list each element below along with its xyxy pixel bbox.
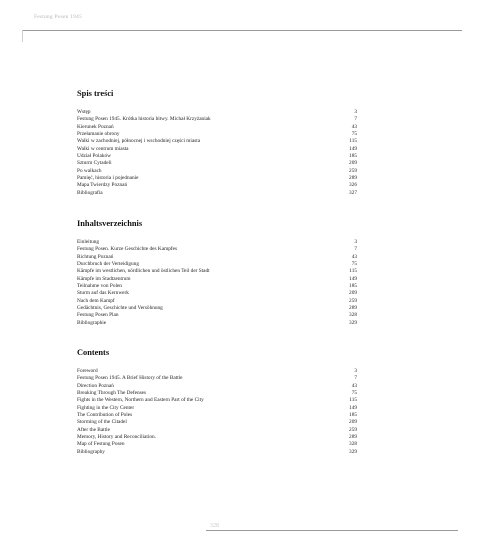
toc-entry <box>77 239 357 246</box>
toc-entry-page: 3 <box>354 368 357 374</box>
toc-entry <box>77 312 357 319</box>
toc-entry <box>77 290 357 297</box>
toc-entry-page: 43 <box>351 123 357 130</box>
toc-entry-page: 7 <box>354 375 357 382</box>
toc-entry <box>77 276 357 283</box>
toc-list <box>77 368 357 456</box>
toc-entry <box>77 268 357 275</box>
toc-entry-page: 289 <box>349 434 357 441</box>
toc-section-german <box>77 219 357 327</box>
toc-entry-page: 149 <box>349 275 357 282</box>
toc-entry <box>77 153 357 160</box>
toc-entry-title: Festung Posen 1945. A Brief History of the Battle <box>77 375 183 382</box>
toc-entry-title: Wstęp <box>77 109 91 115</box>
toc-entry <box>77 146 357 153</box>
toc-entry-title: Storming of the Citadel <box>77 419 127 426</box>
toc-entry-page: 75 <box>351 390 357 397</box>
toc-entry-title: Szturm Cytadeli <box>77 160 112 167</box>
toc-entry <box>77 405 357 412</box>
toc-entry-title: Direction Poznań <box>77 382 114 389</box>
toc-entry <box>77 254 357 261</box>
toc-entry <box>77 190 357 197</box>
toc-entry <box>77 412 357 419</box>
toc-entry-title: After the Battle <box>77 426 110 433</box>
toc-entry-page: 326 <box>349 182 357 189</box>
toc-entry-title: Festung Posen 1945. Krótka historia bitwy. Michał Krzyżaniak <box>77 116 211 123</box>
toc-entry-title: Festung Posen. Kurze Geschichte des Kampfes <box>77 246 178 253</box>
toc-entry <box>77 383 357 390</box>
toc-entry <box>77 168 357 175</box>
toc-entry <box>77 261 357 268</box>
toc-entry-page: 328 <box>349 441 357 448</box>
toc-entry <box>77 175 357 182</box>
toc-entry <box>77 182 357 189</box>
toc-entry <box>77 449 357 456</box>
toc-entry-page: 7 <box>354 246 357 253</box>
toc-entry-title: Fighting in the City Center <box>77 404 135 411</box>
toc-entry-page: 115 <box>349 268 357 275</box>
toc-entry <box>77 305 357 312</box>
toc-entry-title: Festung Posen Plan <box>77 312 119 319</box>
toc-entry-page: 185 <box>349 283 357 290</box>
left-margin-rule <box>22 30 23 42</box>
toc-entry <box>77 441 357 448</box>
toc-entry-title: Breaking Through The Defenses <box>77 390 147 397</box>
toc-entry-title: Walki w zachodniej, północnej i wschodniej części miasta <box>77 138 201 145</box>
toc-entry-title: Udział Polaków <box>77 153 111 160</box>
toc-entry-page: 115 <box>349 138 357 145</box>
toc-entry-title: Pamięć, historia i pojednanie <box>77 175 139 182</box>
toc-entry-title: Kämpfe im Stadtzentrum <box>77 275 131 282</box>
toc-entry <box>77 397 357 404</box>
toc-entry-title: Bibliography <box>77 448 105 455</box>
toc-entry <box>77 131 357 138</box>
toc-entry-title: Durchbruch der Verteidigung <box>77 261 139 268</box>
toc-entry-page: 75 <box>351 131 357 138</box>
toc-entry-title: The Contribution of Poles <box>77 412 133 419</box>
toc-entry <box>77 320 357 327</box>
toc-entry-title: Gedächtnis, Geschichte und Versöhnung <box>77 305 163 312</box>
toc-entry-title: Bibliographie <box>77 319 107 326</box>
toc-entry-title: Po walkach <box>77 167 102 174</box>
section-title: Inhaltsverzeichnis <box>77 219 143 228</box>
toc-entry-page: 185 <box>349 412 357 419</box>
toc-entry <box>77 138 357 145</box>
toc-entry-page: 43 <box>351 382 357 389</box>
toc-entry <box>77 390 357 397</box>
toc-entry <box>77 427 357 434</box>
toc-entry-title: Bibliografia <box>77 189 103 196</box>
toc-entry-title: Einleitung <box>77 239 100 245</box>
toc-entry-page: 43 <box>351 253 357 260</box>
toc-entry <box>77 124 357 131</box>
toc-entry-page: 259 <box>349 167 357 174</box>
toc-section-english <box>77 348 357 456</box>
toc-entry-page: 149 <box>349 404 357 411</box>
toc-list <box>77 239 357 327</box>
toc-entry-page: 329 <box>349 319 357 326</box>
toc-entry-page: 185 <box>349 153 357 160</box>
toc-entry-page: 327 <box>349 189 357 196</box>
toc-entry <box>77 434 357 441</box>
toc-entry-page: 259 <box>349 297 357 304</box>
toc-entry-title: Teilnahme von Polen <box>77 283 122 290</box>
toc-entry-page: 75 <box>351 261 357 268</box>
toc-entry-page: 209 <box>349 419 357 426</box>
toc-entry-page: 7 <box>354 116 357 123</box>
toc-entry-title: Kierunek Poznań <box>77 123 114 130</box>
toc-entry-title: Przełamanie obrony <box>77 131 120 138</box>
toc-entry-title: Nach dem Kampf <box>77 297 115 304</box>
toc-section-polish <box>77 89 357 197</box>
toc-entry-title: Foreword <box>77 368 98 374</box>
toc-entry-title: Sturm auf das Kernwerk <box>77 290 129 297</box>
running-header: Festung Posen 1945 <box>34 14 82 20</box>
toc-entry <box>77 283 357 290</box>
toc-entry-page: 289 <box>349 305 357 312</box>
toc-entry-page: 115 <box>349 397 357 404</box>
toc-entry-title: Memory, History and Reconciliation. <box>77 434 156 441</box>
footer-rule <box>206 530 458 531</box>
toc-entry <box>77 298 357 305</box>
toc-entry <box>77 246 357 253</box>
toc-entry-page: 3 <box>354 109 357 115</box>
toc-entry-title: Map of Festung Posen <box>77 441 125 448</box>
toc-entry-page: 3 <box>354 239 357 245</box>
toc-entry-page: 209 <box>349 160 357 167</box>
toc-entry-title: Richtung Poznań <box>77 253 114 260</box>
toc-entry <box>77 375 357 382</box>
toc-entry-page: 329 <box>349 448 357 455</box>
toc-entry <box>77 160 357 167</box>
toc-entry-title: Mapa Twierdzy Poznań <box>77 182 128 189</box>
header-rule <box>22 30 462 31</box>
toc-entry-title: Kämpfe im westlichen, nördlichen und östlichen Teil der Stadt <box>77 268 210 275</box>
toc-entry-page: 149 <box>349 145 357 152</box>
toc-entry-page: 289 <box>349 175 357 182</box>
toc-entry-page: 328 <box>349 312 357 319</box>
toc-entry <box>77 109 357 116</box>
toc-entry <box>77 419 357 426</box>
toc-entry <box>77 368 357 375</box>
toc-entry-title: Walki w centrum miasta <box>77 145 129 152</box>
toc-entry-title: Fights in the Western, Northern and Eastern Part of the City <box>77 397 204 404</box>
toc-entry-page: 259 <box>349 426 357 433</box>
toc-entry <box>77 116 357 123</box>
section-title: Contents <box>77 348 110 357</box>
section-title: Spis treści <box>77 89 114 98</box>
page-number: 328 <box>210 523 219 529</box>
toc-list <box>77 109 357 197</box>
toc-entry-page: 209 <box>349 290 357 297</box>
